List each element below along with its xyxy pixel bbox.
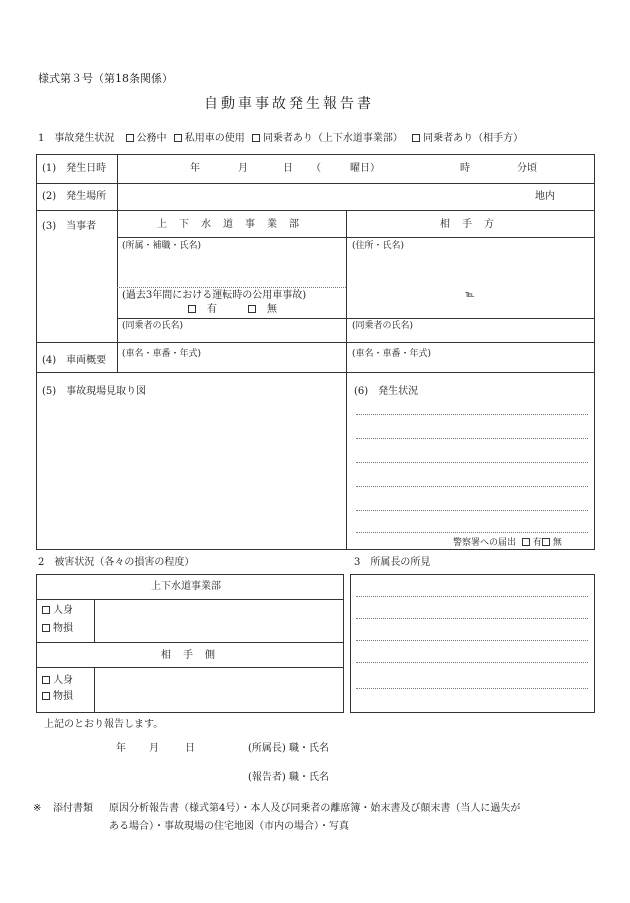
- attachment-mark: ※: [33, 803, 42, 814]
- dept-vehicle-label: (車名・車番・年式): [122, 349, 202, 359]
- checkbox-icon[interactable]: [542, 538, 550, 546]
- other-vehicle-label: (車名・車番・年式): [352, 349, 432, 359]
- damage-table: [36, 574, 344, 713]
- checkbox-icon[interactable]: [42, 624, 50, 632]
- police-report-row: [453, 538, 562, 548]
- checkbox-passenger-other[interactable]: 同乗者あり（相手方）: [412, 133, 523, 144]
- checkbox-icon[interactable]: [42, 692, 50, 700]
- past-accident-label: (過去3年間における運転時の公用車事故): [122, 290, 307, 301]
- checkbox-icon[interactable]: [188, 305, 196, 313]
- weekday-label: 曜日）: [350, 163, 380, 174]
- day-label: 日: [283, 163, 293, 174]
- form-number: 様式第３号（第18条関係）: [38, 72, 173, 85]
- location-suffix: 地内: [535, 191, 555, 202]
- damage-dept-header: 上下水道事業部: [151, 581, 221, 592]
- police-report-label: 警察署への届出: [453, 538, 517, 548]
- checkbox-icon[interactable]: [126, 134, 134, 142]
- dept-person-checkbox[interactable]: 人身: [42, 606, 73, 616]
- section1-line: [38, 134, 523, 144]
- datetime-field[interactable]: [150, 157, 590, 181]
- checkbox-passenger-dept[interactable]: 同乗者あり（上下水道事業部）: [252, 133, 403, 144]
- row2-label: (2) 発生場所: [42, 191, 107, 202]
- checkbox-icon[interactable]: [42, 676, 50, 684]
- manager-opinion-box[interactable]: [350, 574, 595, 713]
- head-signature-label: (所属長) 職・氏名: [248, 743, 329, 754]
- checkbox-icon[interactable]: [248, 305, 256, 313]
- address-label: (住所・氏名): [352, 241, 405, 251]
- report-statement: 上記のとおり報告します。: [44, 719, 164, 730]
- dept-property-checkbox[interactable]: 物損: [42, 624, 73, 634]
- checkbox-icon[interactable]: [252, 134, 260, 142]
- row6-label: (6) 発生状況: [354, 386, 419, 397]
- other-passenger-label: (同乗者の氏名): [352, 321, 414, 331]
- page-title: 自動車事故発生報告書: [204, 96, 374, 112]
- section1-label: 1 事故発生状況: [38, 133, 115, 144]
- hour-label: 時: [460, 163, 470, 174]
- report-year: 年: [116, 743, 126, 754]
- police-report-no[interactable]: 無: [542, 538, 562, 548]
- dept-passenger-label: (同乗者の氏名): [122, 321, 184, 331]
- affiliation-label: (所属・補職・氏名): [122, 241, 202, 251]
- attachment-line2: ある場合）・事故現場の住宅地図（市内の場合）・写真: [109, 821, 349, 832]
- section2-label: 2 被害状況（各々の損害の程度）: [38, 557, 195, 568]
- accident-sketch-area[interactable]: [40, 400, 340, 545]
- report-month: 月: [149, 743, 159, 754]
- month-label: 月: [238, 163, 248, 174]
- row4-label: (4) 車両概要: [42, 355, 107, 366]
- past-accident-yes[interactable]: 有: [188, 305, 217, 315]
- row3-label: (3) 当事者: [42, 221, 97, 232]
- row1-label: (1) 発生日時: [42, 163, 107, 174]
- police-report-yes[interactable]: 有: [522, 538, 542, 548]
- checkbox-icon[interactable]: [42, 606, 50, 614]
- paren-open: （: [311, 163, 321, 174]
- attachment-line1: 原因分析報告書（様式第4号）・本人及び同乗者の離席簿・始末書及び顛末書（当人に過失が: [109, 803, 521, 814]
- minute-label: 分頃: [517, 163, 537, 174]
- report-day: 日: [185, 743, 195, 754]
- dept-header: 上下水道事業部: [157, 219, 311, 230]
- checkbox-icon[interactable]: [412, 134, 420, 142]
- row5-label: (5) 事故現場見取り図: [42, 386, 147, 397]
- other-person-checkbox[interactable]: 人身: [42, 676, 73, 686]
- checkbox-icon[interactable]: [522, 538, 530, 546]
- tel-label: ℡: [465, 290, 475, 300]
- other-property-checkbox[interactable]: 物損: [42, 692, 73, 702]
- checkbox-private-car[interactable]: 私用車の使用: [174, 133, 245, 144]
- reporter-signature-label: (報告者) 職・氏名: [248, 772, 329, 783]
- year-label: 年: [190, 163, 200, 174]
- section3-label: 3 所属長の所見: [354, 557, 431, 568]
- checkbox-icon[interactable]: [174, 134, 182, 142]
- other-party-header: 相手方: [440, 219, 506, 230]
- attachment-label: 添付書類: [53, 803, 93, 814]
- damage-other-header: 相手側: [161, 650, 227, 661]
- situation-field[interactable]: [352, 400, 592, 532]
- location-field[interactable]: [120, 186, 530, 208]
- checkbox-official-duty[interactable]: 公務中: [126, 133, 167, 144]
- past-accident-no[interactable]: 無: [248, 305, 277, 315]
